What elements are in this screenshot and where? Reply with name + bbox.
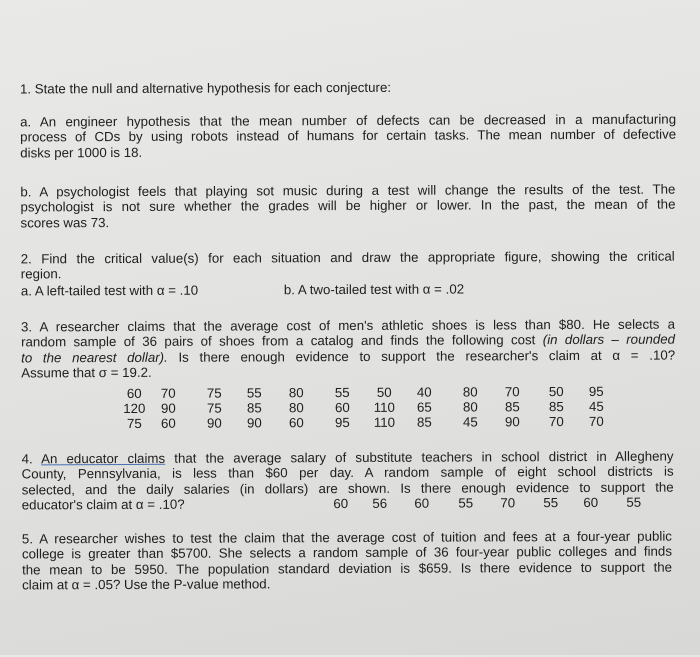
q4-salary-value: 60 bbox=[333, 496, 349, 512]
q4-salary-value: 55 bbox=[543, 495, 559, 511]
q5-line-1: 5. A researcher wishes to test the claim that the average cost of tuition and fees at a four-year public bbox=[21, 528, 672, 547]
q1b-line-1: b. A psychologist feels that playing sot music during a test will change the results of the test. The bbox=[20, 181, 676, 200]
q3-data-cell: 55 bbox=[334, 385, 350, 401]
q3-data-cell: 50 bbox=[376, 384, 392, 400]
q5-line-4: claim at α = .05? Use the P-value method. bbox=[22, 576, 271, 593]
q3-line-3-text: Is there enough evidence to support the researcher's claim at α = .10? bbox=[178, 347, 676, 365]
q4-salary-value: 70 bbox=[500, 495, 516, 511]
q3-line-2-italic: (in dollars – rounded bbox=[542, 331, 676, 348]
q3-line-4: Assume that σ = 19.2. bbox=[21, 364, 152, 381]
q1a-line-3: disks per 1000 is 18. bbox=[20, 144, 143, 161]
q4-line-4: educator's claim at α = .10? bbox=[21, 496, 185, 513]
q3-data-cell: 90 bbox=[160, 400, 176, 416]
q3-data-cell: 95 bbox=[334, 415, 350, 431]
q4-salary-value: 60 bbox=[583, 494, 599, 510]
q3-data-cell: 45 bbox=[588, 398, 604, 414]
q4-underlined-phrase: An educator claims bbox=[41, 450, 166, 467]
q3-line-3-italic: to the nearest dollar). bbox=[21, 349, 168, 366]
q3-data-cell: 80 bbox=[462, 384, 478, 400]
q3-data-cell: 85 bbox=[504, 399, 520, 415]
q3-data-cell: 55 bbox=[246, 385, 262, 401]
q3-data-cell: 70 bbox=[504, 384, 520, 400]
q3-data-cell: 80 bbox=[288, 385, 304, 401]
question-5 bbox=[22, 529, 672, 593]
question-2 bbox=[21, 249, 675, 282]
question-3 bbox=[21, 317, 675, 381]
q5-line-3: the mean to be 5950. The population standard deviation is $659. Is there evidence to support the bbox=[22, 559, 673, 578]
q2-option-a: a. A left-tailed test with α = .10 bbox=[20, 282, 199, 299]
q4-line-3: selected, and the daily salaries (in dollars) are shown. Is there enough evidence to support the bbox=[21, 479, 674, 498]
q3-data-cell: 85 bbox=[416, 414, 432, 430]
q3-data-cell: 40 bbox=[416, 384, 432, 400]
question-1b bbox=[20, 182, 675, 231]
q3-line-3 bbox=[21, 347, 675, 365]
q3-data-cell: 90 bbox=[504, 414, 520, 430]
q3-data-cell: 110 bbox=[373, 414, 396, 430]
q3-data-cell: 70 bbox=[588, 413, 604, 429]
q3-data-cell: 75 bbox=[126, 415, 142, 431]
q3-line-2-text: random sample of 36 pairs of shoes from a catalog and finds the following cost bbox=[21, 332, 536, 350]
question-1a bbox=[20, 112, 676, 161]
q3-line-1: 3. A researcher claims that the average cost of men's athletic shoes is less than $80. He selects a bbox=[20, 316, 676, 335]
q3-data-cell: 45 bbox=[462, 414, 478, 430]
q1b-line-3: scores was 73. bbox=[20, 214, 110, 231]
q5-line-2: college is greater than $5700. She selects a random sample of 36 four-year public colleges and finds bbox=[21, 543, 673, 562]
q3-data-cell: 65 bbox=[416, 399, 432, 415]
q3-data-cell: 60 bbox=[160, 415, 176, 431]
q3-data-cell: 70 bbox=[160, 385, 176, 401]
q3-data-cell: 95 bbox=[588, 383, 604, 399]
q1-heading-text: 1. State the null and alternative hypothesis for each conjecture: bbox=[19, 79, 392, 97]
q3-data-cell: 85 bbox=[548, 399, 564, 415]
q3-data-cell: 85 bbox=[246, 400, 262, 416]
q3-data-cell: 75 bbox=[206, 400, 222, 416]
q1a-line-1: a. An engineer hypothesis that the mean number of defects can be decreased in a manufacturing bbox=[20, 111, 677, 130]
q3-data-cell: 60 bbox=[288, 415, 304, 431]
q2-option-b: b. A two-tailed test with α = .02 bbox=[283, 281, 465, 298]
q3-data-cell: 80 bbox=[288, 400, 304, 416]
q3-data-cell: 70 bbox=[548, 414, 564, 430]
q3-data-cell: 75 bbox=[206, 385, 222, 401]
q3-data-cell: 80 bbox=[462, 399, 478, 415]
q4-salary-value: 55 bbox=[626, 494, 642, 510]
q3-data-cell: 60 bbox=[334, 400, 350, 416]
q1a-line-2: process of CDs by using robots instead of humans for certain tasks. The mean number of defective bbox=[20, 126, 677, 145]
q4-salary-value: 56 bbox=[372, 495, 388, 511]
q3-data-cell: 90 bbox=[206, 415, 222, 431]
q3-data-cell: 120 bbox=[123, 400, 146, 416]
q4-line-2: County, Pennsylvania, is less than $60 per day. A random sample of eight school districts is bbox=[21, 463, 674, 482]
q1b-line-2: psychologist is not sure whether the grades will be higher or lower. In the past, the mean of the bbox=[20, 196, 676, 215]
q3-data-cell: 90 bbox=[246, 415, 262, 431]
question-1-heading bbox=[20, 79, 680, 97]
q4-line-1-text: that the average salary of substitute teachers in school district in Allegheny bbox=[174, 448, 674, 466]
q4-prefix: 4. bbox=[21, 451, 33, 467]
q4-salary-value: 60 bbox=[414, 495, 430, 511]
q3-data-cell: 60 bbox=[126, 385, 142, 401]
q3-data-cell: 50 bbox=[548, 384, 564, 400]
q2-line-2: region. bbox=[20, 266, 62, 282]
q4-salary-value: 55 bbox=[458, 495, 474, 511]
q3-data-cell: 110 bbox=[373, 399, 395, 415]
q2-line-1: 2. Find the critical value(s) for each situation and draw the appropriate figure, showing the critical bbox=[20, 248, 675, 267]
